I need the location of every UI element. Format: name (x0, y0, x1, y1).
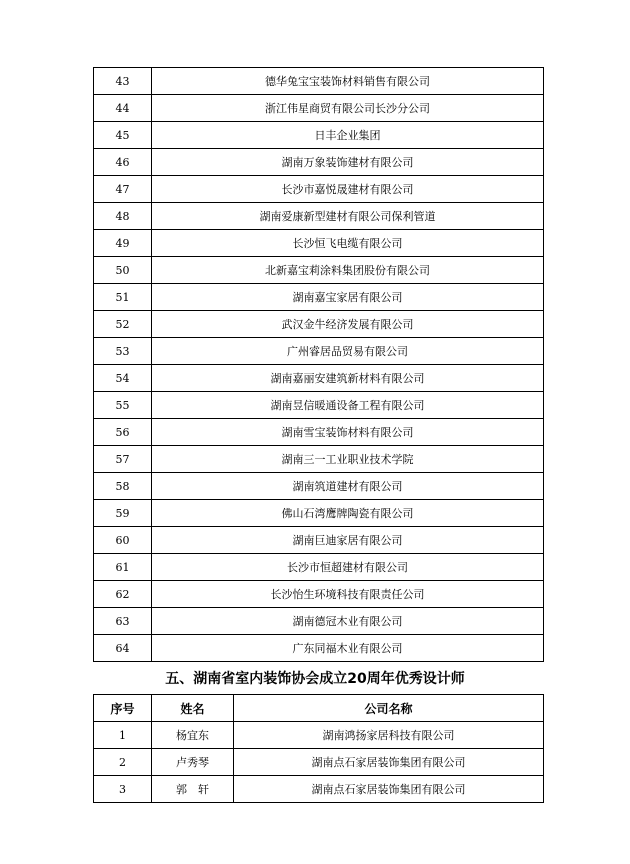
row-number: 43 (94, 68, 152, 95)
company-name: 武汉金牛经济发展有限公司 (152, 311, 544, 338)
company-name: 长沙怡生环境科技有限责任公司 (152, 581, 544, 608)
company-name: 湖南嘉丽安建筑新材料有限公司 (152, 365, 544, 392)
row-number: 56 (94, 419, 152, 446)
company-name: 浙江伟星商贸有限公司长沙分公司 (152, 95, 544, 122)
row-number: 45 (94, 122, 152, 149)
row-number: 58 (94, 473, 152, 500)
company-list-body (94, 68, 544, 662)
company-name: 湖南万象装饰建材有限公司 (152, 149, 544, 176)
company-name: 湖南筑道建材有限公司 (152, 473, 544, 500)
table-row (94, 527, 544, 554)
row-number: 52 (94, 311, 152, 338)
row-number: 3 (94, 776, 152, 803)
company-name: 德华兔宝宝装饰材料销售有限公司 (152, 68, 544, 95)
row-number: 60 (94, 527, 152, 554)
company-name: 湖南德冠木业有限公司 (152, 608, 544, 635)
company-name: 湖南点石家居装饰集团有限公司 (234, 749, 544, 776)
table-row (94, 581, 544, 608)
company-name: 湖南嘉宝家居有限公司 (152, 284, 544, 311)
table-row (94, 554, 544, 581)
table-row (94, 122, 544, 149)
company-name: 湖南三一工业职业技术学院 (152, 446, 544, 473)
row-number: 53 (94, 338, 152, 365)
company-name: 湖南点石家居装饰集团有限公司 (234, 776, 544, 803)
row-number: 62 (94, 581, 152, 608)
designer-table-body (94, 722, 544, 803)
company-list-table (93, 67, 544, 662)
row-number: 44 (94, 95, 152, 122)
table-row (94, 338, 544, 365)
table-row (94, 176, 544, 203)
row-number: 57 (94, 446, 152, 473)
table-row (94, 722, 544, 749)
company-name: 湖南昱信暖通设备工程有限公司 (152, 392, 544, 419)
company-name: 北新嘉宝莉涂料集团股份有限公司 (152, 257, 544, 284)
row-number: 1 (94, 722, 152, 749)
table-row (94, 776, 544, 803)
designer-name: 卢秀琴 (152, 749, 234, 776)
company-name: 湖南巨迪家居有限公司 (152, 527, 544, 554)
section-title: 五、湖南省室内装饰协会成立20周年优秀设计师 (165, 671, 465, 687)
table-row (94, 311, 544, 338)
table-row (94, 473, 544, 500)
table-row (94, 446, 544, 473)
table-row (94, 68, 544, 95)
header-company: 公司名称 (234, 695, 544, 722)
company-name: 长沙恒飞电缆有限公司 (152, 230, 544, 257)
company-name: 广州睿居品贸易有限公司 (152, 338, 544, 365)
row-number: 48 (94, 203, 152, 230)
table-row (94, 230, 544, 257)
table-row (94, 149, 544, 176)
table-row (94, 635, 544, 662)
row-number: 63 (94, 608, 152, 635)
company-name: 日丰企业集团 (152, 122, 544, 149)
table-row (94, 419, 544, 446)
company-name: 湖南雪宝装饰材料有限公司 (152, 419, 544, 446)
table-row (94, 500, 544, 527)
row-number: 49 (94, 230, 152, 257)
row-number: 2 (94, 749, 152, 776)
designer-table (93, 694, 544, 803)
company-name: 佛山石湾鹰牌陶瓷有限公司 (152, 500, 544, 527)
row-number: 54 (94, 365, 152, 392)
row-number: 51 (94, 284, 152, 311)
header-no: 序号 (94, 695, 152, 722)
table-row (94, 95, 544, 122)
row-number: 55 (94, 392, 152, 419)
table-row (94, 608, 544, 635)
table-row (94, 284, 544, 311)
table-row (94, 203, 544, 230)
company-name: 长沙市恒超建材有限公司 (152, 554, 544, 581)
table-row (94, 365, 544, 392)
row-number: 47 (94, 176, 152, 203)
row-number: 46 (94, 149, 152, 176)
row-number: 64 (94, 635, 152, 662)
row-number: 61 (94, 554, 152, 581)
company-name: 湖南爱康新型建材有限公司保利管道 (152, 203, 544, 230)
designer-table-header (94, 695, 544, 722)
table-row (94, 392, 544, 419)
designer-name: 郭 轩 (152, 776, 234, 803)
designer-name: 杨宜东 (152, 722, 234, 749)
row-number: 59 (94, 500, 152, 527)
company-name: 广东同福木业有限公司 (152, 635, 544, 662)
table-row (94, 257, 544, 284)
header-name: 姓名 (152, 695, 234, 722)
table-row (94, 749, 544, 776)
company-name: 湖南鸿扬家居科技有限公司 (234, 722, 544, 749)
company-name: 长沙市嘉悦晟建材有限公司 (152, 176, 544, 203)
row-number: 50 (94, 257, 152, 284)
